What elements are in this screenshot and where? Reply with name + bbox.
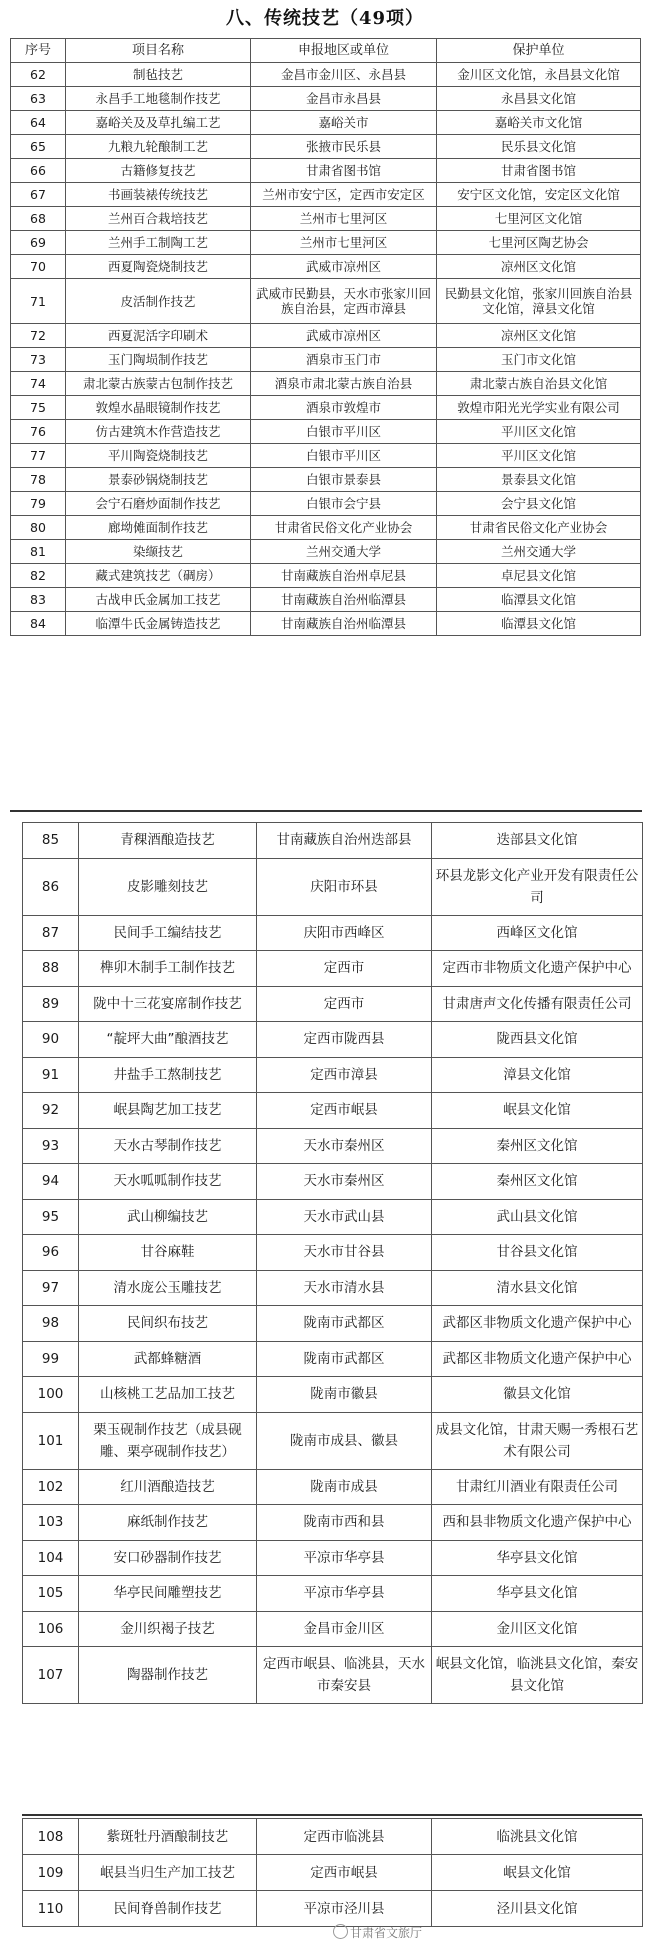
cell-applicant: 平凉市泾川县 [257,1891,432,1927]
cell-applicant: 武威市凉州区 [251,255,437,279]
table-row [23,1306,643,1342]
cell-project-name: 山核桃工艺品加工技艺 [79,1377,257,1413]
cell-project-name: 景泰砂锅烧制技艺 [66,468,251,492]
cell-applicant: 嘉峪关市 [251,111,437,135]
cell-project-name: 敦煌水晶眼镜制作技艺 [66,396,251,420]
cell-protector: 凉州区文化馆 [437,255,641,279]
cell-project-name: 廊坳傩面制作技艺 [66,516,251,540]
table-row [11,468,641,492]
cell-project-name: 染缬技艺 [66,540,251,564]
header-project-name: 项目名称 [66,39,251,63]
cell-index: 103 [23,1505,79,1541]
cell-index: 87 [23,915,79,951]
cell-project-name: 红川酒酿造技艺 [79,1469,257,1505]
cell-protector: 平川区文化馆 [437,444,641,468]
table-row [23,1891,643,1927]
cell-protector: 清水县文化馆 [432,1270,643,1306]
cell-protector: 甘谷县文化馆 [432,1235,643,1271]
table-row [11,231,641,255]
table-row [11,279,641,324]
cell-project-name: 肃北蒙古族蒙古包制作技艺 [66,372,251,396]
cell-protector: 成县文化馆，甘肃天赐一秀根石艺术有限公司 [432,1412,643,1469]
cell-protector: 泾川县文化馆 [432,1891,643,1927]
cell-applicant: 张掖市民乐县 [251,135,437,159]
cell-applicant: 定西市漳县 [257,1057,432,1093]
cell-protector: 武山县文化馆 [432,1199,643,1235]
cell-applicant: 定西市 [257,986,432,1022]
cell-applicant: 兰州市七里河区 [251,207,437,231]
table-row [11,255,641,279]
cell-index: 80 [11,516,66,540]
cell-applicant: 兰州交通大学 [251,540,437,564]
cell-protector: 岷县文化馆 [432,1093,643,1129]
cell-index: 65 [11,135,66,159]
table-row [11,159,641,183]
cell-index: 69 [11,231,66,255]
cell-applicant: 金昌市金川区、永昌县 [251,63,437,87]
cell-protector: 玉门市文化馆 [437,348,641,372]
table-row [23,1540,643,1576]
table-row [23,1057,643,1093]
cell-index: 62 [11,63,66,87]
cell-protector: 卓尼县文化馆 [437,564,641,588]
cell-protector: 武都区非物质文化遗产保护中心 [432,1341,643,1377]
cell-protector: 陇西县文化馆 [432,1022,643,1058]
heritage-table-part-1 [10,38,641,636]
table-row [23,823,643,859]
cell-protector: 七里河区陶艺协会 [437,231,641,255]
cell-index: 77 [11,444,66,468]
cell-index: 81 [11,540,66,564]
cell-applicant: 陇南市徽县 [257,1377,432,1413]
cell-protector: 肃北蒙古族自治县文化馆 [437,372,641,396]
cell-index: 100 [23,1377,79,1413]
cell-protector: 甘肃省民俗文化产业协会 [437,516,641,540]
cell-index: 99 [23,1341,79,1377]
cell-index: 89 [23,986,79,1022]
cell-applicant: 甘南藏族自治州卓尼县 [251,564,437,588]
cell-project-name: 金川织褐子技艺 [79,1611,257,1647]
cell-index: 110 [23,1891,79,1927]
cell-project-name: 井盐手工熬制技艺 [79,1057,257,1093]
cell-project-name: 天水古琴制作技艺 [79,1128,257,1164]
table-row [23,1199,643,1235]
cell-index: 95 [23,1199,79,1235]
cell-index: 108 [23,1819,79,1855]
cell-index: 79 [11,492,66,516]
cell-project-name: 永昌手工地毯制作技艺 [66,87,251,111]
cell-index: 82 [11,564,66,588]
cell-index: 84 [11,612,66,636]
table-row [11,540,641,564]
cell-index: 71 [11,279,66,324]
table-row [23,986,643,1022]
cell-applicant: 白银市景泰县 [251,468,437,492]
cell-project-name: 嘉峪关及及草扎编工艺 [66,111,251,135]
cell-protector: 甘肃唐声文化传播有限责任公司 [432,986,643,1022]
cell-project-name: 榫卯木制手工制作技艺 [79,951,257,987]
cell-protector: 秦州区文化馆 [432,1164,643,1200]
cell-project-name: 古战申氏金属加工技艺 [66,588,251,612]
cell-project-name: 西夏陶瓷烧制技艺 [66,255,251,279]
cell-project-name: 陇中十三花宴席制作技艺 [79,986,257,1022]
table-row [11,492,641,516]
cell-project-name: 皮影雕刻技艺 [79,858,257,915]
cell-protector: 临潭县文化馆 [437,612,641,636]
cell-protector: 平川区文化馆 [437,420,641,444]
cell-index: 105 [23,1576,79,1612]
cell-protector: 秦州区文化馆 [432,1128,643,1164]
table-row [11,396,641,420]
cell-protector: 安宁区文化馆，安定区文化馆 [437,183,641,207]
cell-project-name: 临潭牛氏金属铸造技艺 [66,612,251,636]
cell-applicant: 金昌市永昌县 [251,87,437,111]
page-separator [10,810,642,812]
cell-project-name: 华亭民间雕塑技艺 [79,1576,257,1612]
cell-project-name: 古籍修复技艺 [66,159,251,183]
cell-index: 96 [23,1235,79,1271]
heritage-table-part-2 [22,822,643,1704]
cell-protector: 漳县文化馆 [432,1057,643,1093]
cell-index: 83 [11,588,66,612]
cell-project-name: 仿古建筑木作营造技艺 [66,420,251,444]
cell-project-name: 武都蜂糖酒 [79,1341,257,1377]
table-row [23,951,643,987]
cell-project-name: 制毡技艺 [66,63,251,87]
cell-index: 73 [11,348,66,372]
table-row [11,135,641,159]
cell-project-name: 天水呱呱制作技艺 [79,1164,257,1200]
cell-project-name: 平川陶瓷烧制技艺 [66,444,251,468]
cell-applicant: 定西市岷县 [257,1855,432,1891]
cell-index: 68 [11,207,66,231]
cell-protector: 华亭县文化馆 [432,1576,643,1612]
cell-index: 101 [23,1412,79,1469]
page-separator [22,1814,642,1816]
cell-protector: 甘肃红川酒业有限责任公司 [432,1469,643,1505]
cell-project-name: 皮活制作技艺 [66,279,251,324]
table-row [23,915,643,951]
table-row [23,858,643,915]
cell-applicant: 平凉市华亭县 [257,1540,432,1576]
cell-applicant: 陇南市西和县 [257,1505,432,1541]
table-row [23,1576,643,1612]
cell-applicant: 白银市平川区 [251,420,437,444]
table-row [23,1611,643,1647]
cell-protector: 金川区文化馆，永昌县文化馆 [437,63,641,87]
cell-project-name: 兰州百合栽培技艺 [66,207,251,231]
table-row [11,612,641,636]
cell-project-name: 民间手工编结技艺 [79,915,257,951]
cell-index: 63 [11,87,66,111]
cell-project-name: 陶器制作技艺 [79,1647,257,1704]
cell-project-name: 民间织布技艺 [79,1306,257,1342]
cell-applicant: 兰州市安宁区，定西市安定区 [251,183,437,207]
cell-index: 85 [23,823,79,859]
table-row [23,1164,643,1200]
cell-index: 76 [11,420,66,444]
cell-project-name: “靛坪大曲”酿酒技艺 [79,1022,257,1058]
cell-index: 106 [23,1611,79,1647]
table-header-row [11,39,641,63]
cell-project-name: 兰州手工制陶工艺 [66,231,251,255]
cell-protector: 甘肃省图书馆 [437,159,641,183]
cell-index: 72 [11,324,66,348]
cell-applicant: 甘南藏族自治州临潭县 [251,612,437,636]
table-row [11,444,641,468]
cell-protector: 会宁县文化馆 [437,492,641,516]
heritage-table-part-3 [22,1818,643,1927]
cell-index: 90 [23,1022,79,1058]
cell-index: 91 [23,1057,79,1093]
cell-applicant: 白银市会宁县 [251,492,437,516]
cell-project-name: 会宁石磨炒面制作技艺 [66,492,251,516]
table-row [23,1128,643,1164]
cell-applicant: 酒泉市肃北蒙古族自治县 [251,372,437,396]
cell-protector: 嘉峪关市文化馆 [437,111,641,135]
cell-index: 70 [11,255,66,279]
cell-protector: 景泰县文化馆 [437,468,641,492]
table-row [23,1855,643,1891]
table-row [11,207,641,231]
watermark-logo-icon [333,1924,348,1939]
cell-protector: 西峰区文化馆 [432,915,643,951]
header-protector: 保护单位 [437,39,641,63]
cell-index: 66 [11,159,66,183]
cell-protector: 金川区文化馆 [432,1611,643,1647]
cell-applicant: 定西市岷县、临洮县，天水市秦安县 [257,1647,432,1704]
cell-applicant: 武威市凉州区 [251,324,437,348]
table-row [23,1377,643,1413]
cell-protector: 武都区非物质文化遗产保护中心 [432,1306,643,1342]
cell-applicant: 甘肃省图书馆 [251,159,437,183]
cell-project-name: 藏式建筑技艺（碉房） [66,564,251,588]
cell-protector: 西和县非物质文化遗产保护中心 [432,1505,643,1541]
table-row [23,1819,643,1855]
cell-project-name: 玉门陶埙制作技艺 [66,348,251,372]
cell-project-name: 民间脊兽制作技艺 [79,1891,257,1927]
cell-index: 78 [11,468,66,492]
cell-project-name: 书画装裱传统技艺 [66,183,251,207]
cell-protector: 敦煌市阳光光学实业有限公司 [437,396,641,420]
table-row [23,1235,643,1271]
cell-applicant: 定西市岷县 [257,1093,432,1129]
cell-index: 93 [23,1128,79,1164]
cell-project-name: 岷县当归生产加工技艺 [79,1855,257,1891]
cell-index: 107 [23,1647,79,1704]
cell-applicant: 平凉市华亭县 [257,1576,432,1612]
cell-protector: 临潭县文化馆 [437,588,641,612]
table-row [11,183,641,207]
cell-project-name: 西夏泥活字印刷术 [66,324,251,348]
cell-applicant: 陇南市成县、徽县 [257,1412,432,1469]
cell-index: 67 [11,183,66,207]
table-row [11,420,641,444]
cell-applicant: 庆阳市西峰区 [257,915,432,951]
cell-index: 92 [23,1093,79,1129]
cell-index: 86 [23,858,79,915]
cell-index: 104 [23,1540,79,1576]
cell-applicant: 定西市 [257,951,432,987]
cell-applicant: 天水市秦州区 [257,1164,432,1200]
table-row [23,1341,643,1377]
cell-protector: 临洮县文化馆 [432,1819,643,1855]
cell-protector: 岷县文化馆，临洮县文化馆，秦安县文化馆 [432,1647,643,1704]
cell-applicant: 陇南市武都区 [257,1306,432,1342]
header-index: 序号 [11,39,66,63]
table-row [11,348,641,372]
table-row [11,564,641,588]
cell-protector: 民勤县文化馆，张家川回族自治县文化馆，漳县文化馆 [437,279,641,324]
cell-protector: 民乐县文化馆 [437,135,641,159]
table-row [11,324,641,348]
cell-applicant: 甘肃省民俗文化产业协会 [251,516,437,540]
cell-applicant: 酒泉市敦煌市 [251,396,437,420]
cell-applicant: 陇南市成县 [257,1469,432,1505]
cell-index: 94 [23,1164,79,1200]
cell-protector: 七里河区文化馆 [437,207,641,231]
table-row [11,63,641,87]
cell-protector: 凉州区文化馆 [437,324,641,348]
cell-project-name: 甘谷麻鞋 [79,1235,257,1271]
table-row [23,1469,643,1505]
cell-index: 97 [23,1270,79,1306]
table-row [11,516,641,540]
table-row [23,1412,643,1469]
cell-project-name: 安口砂器制作技艺 [79,1540,257,1576]
cell-applicant: 金昌市金川区 [257,1611,432,1647]
cell-applicant: 天水市清水县 [257,1270,432,1306]
cell-protector: 永昌县文化馆 [437,87,641,111]
cell-index: 74 [11,372,66,396]
table-row [23,1270,643,1306]
table-row [11,372,641,396]
cell-applicant: 酒泉市玉门市 [251,348,437,372]
cell-project-name: 九粮九轮酿制工艺 [66,135,251,159]
cell-index: 102 [23,1469,79,1505]
header-applicant: 申报地区或单位 [251,39,437,63]
cell-applicant: 庆阳市环县 [257,858,432,915]
cell-applicant: 天水市武山县 [257,1199,432,1235]
cell-project-name: 麻纸制作技艺 [79,1505,257,1541]
cell-protector: 迭部县文化馆 [432,823,643,859]
cell-protector: 岷县文化馆 [432,1855,643,1891]
table-row [11,87,641,111]
cell-index: 75 [11,396,66,420]
page-title: 八、传统技艺（49项） [225,8,425,29]
table-row [23,1505,643,1541]
cell-applicant: 白银市平川区 [251,444,437,468]
cell-project-name: 武山柳编技艺 [79,1199,257,1235]
cell-index: 88 [23,951,79,987]
cell-applicant: 定西市临洮县 [257,1819,432,1855]
cell-project-name: 清水庞公玉雕技艺 [79,1270,257,1306]
cell-applicant: 定西市陇西县 [257,1022,432,1058]
cell-index: 98 [23,1306,79,1342]
cell-protector: 环县龙影文化产业开发有限责任公司 [432,858,643,915]
cell-project-name: 紫斑牡丹酒酿制技艺 [79,1819,257,1855]
cell-applicant: 武威市民勤县，天水市张家川回族自治县，定西市漳县 [251,279,437,324]
cell-applicant: 甘南藏族自治州迭部县 [257,823,432,859]
table-row [23,1022,643,1058]
cell-protector: 兰州交通大学 [437,540,641,564]
cell-project-name: 栗玉砚制作技艺（成县砚雕、栗亭砚制作技艺） [79,1412,257,1469]
cell-applicant: 甘南藏族自治州临潭县 [251,588,437,612]
cell-protector: 徽县文化馆 [432,1377,643,1413]
cell-protector: 华亭县文化馆 [432,1540,643,1576]
cell-applicant: 天水市秦州区 [257,1128,432,1164]
cell-applicant: 天水市甘谷县 [257,1235,432,1271]
cell-project-name: 岷县陶艺加工技艺 [79,1093,257,1129]
cell-index: 109 [23,1855,79,1891]
table-row [23,1647,643,1704]
table-row [11,111,641,135]
watermark: 甘肃省文旅厅 [350,1926,423,1940]
table-row [11,588,641,612]
cell-applicant: 兰州市七里河区 [251,231,437,255]
table-row [23,1093,643,1129]
cell-applicant: 陇南市武都区 [257,1341,432,1377]
cell-project-name: 青稞酒酿造技艺 [79,823,257,859]
cell-index: 64 [11,111,66,135]
cell-protector: 定西市非物质文化遗产保护中心 [432,951,643,987]
